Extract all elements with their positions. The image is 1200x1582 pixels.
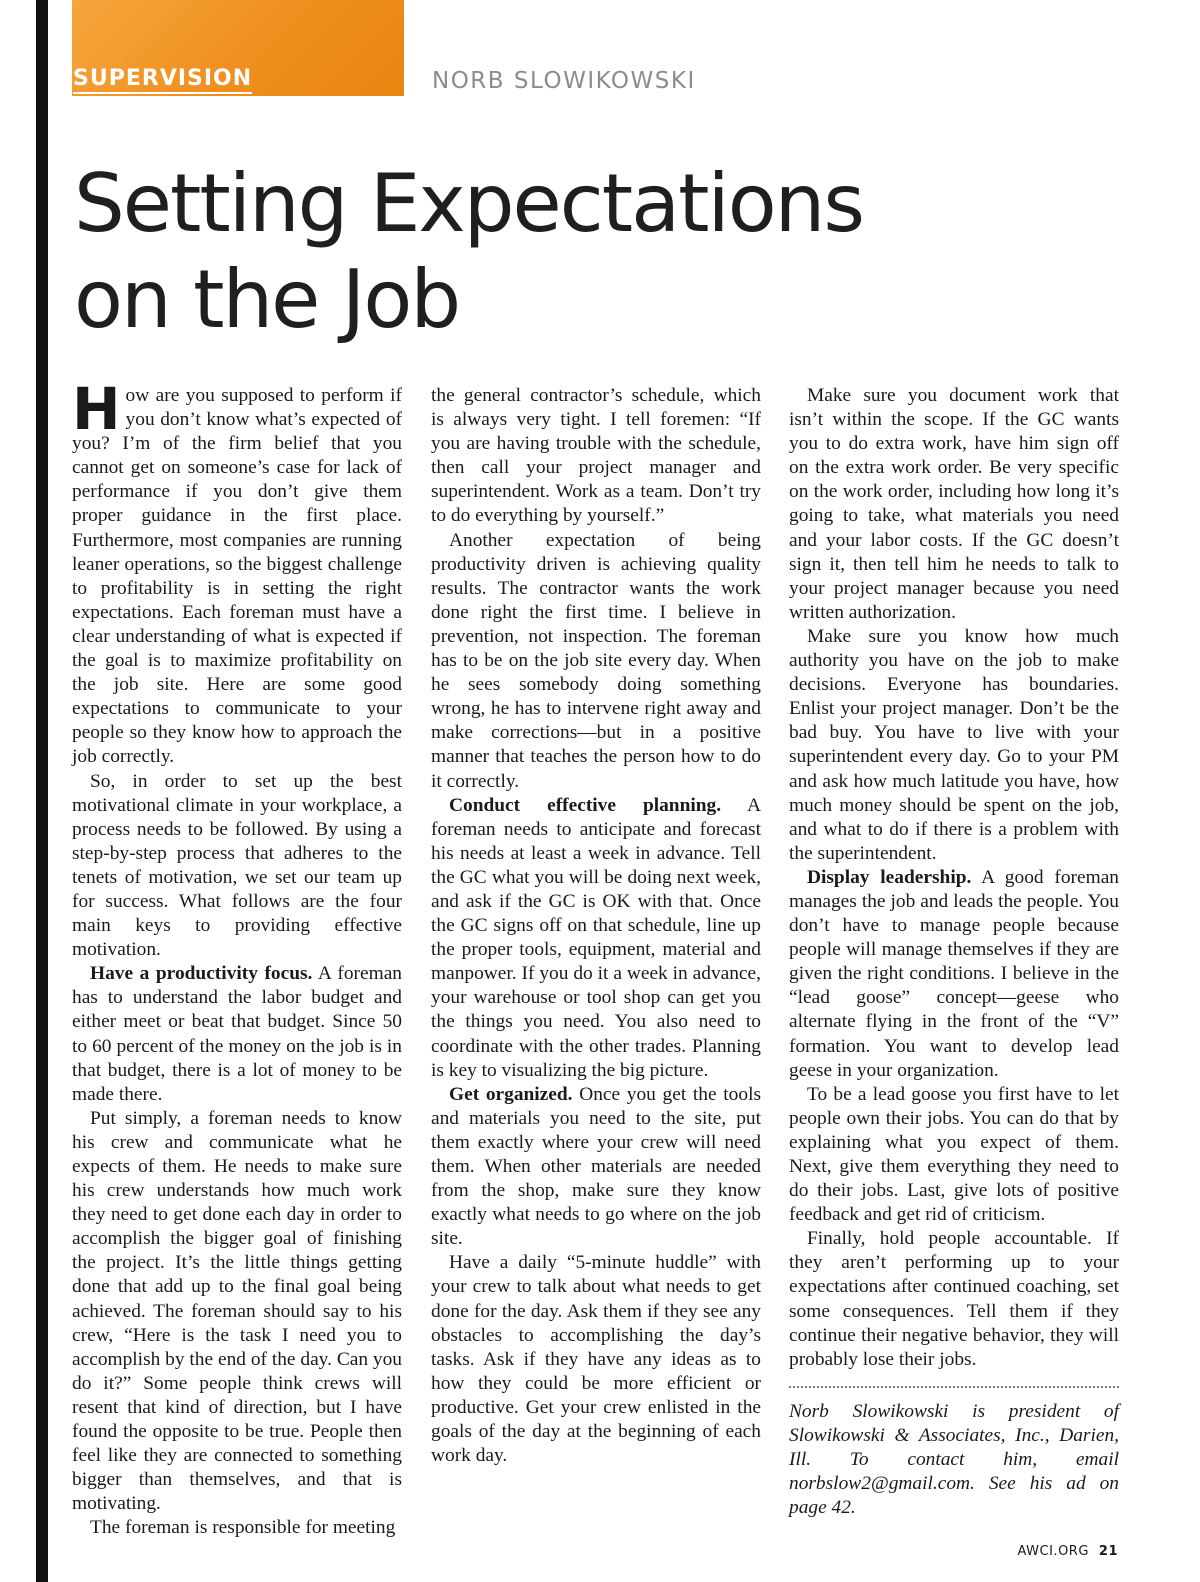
paragraph: The foreman is responsible for meeting: [90, 1517, 396, 1539]
section-label-light: SUPER: [73, 66, 160, 91]
page-number: 21: [1098, 1544, 1118, 1559]
paragraph: Make sure you document work that isn’t within the scope. If the GC wants you to do extra work, have him sign off on the extra work order. Be very specific on the work order, including how long it’s going to take, what materials you need and your labor costs. If the GC doesn’t sign it, then tell him he needs to talk to your project manager because you need written authorization.: [789, 385, 1119, 623]
paragraph: [431, 794, 761, 1083]
paragraph: [72, 375, 402, 770]
paragraph: Another expectation of being productivity driven is achieving quality results. The contractor wants the work done right the first time. I believe in prevention, not inspection. The foreman has to be on the job site every day. When he sees somebody doing something wrong, he has to intervene right away and make corrections—but in a positive manner that teaches the person how to do it correctly.: [431, 529, 761, 792]
paragraph: [431, 1083, 761, 1252]
footer-site: AWCI.ORG: [1017, 1544, 1089, 1559]
left-margin-bar: [36, 0, 48, 1582]
title-line-1: Setting Expectations: [74, 157, 864, 250]
bio-divider: [789, 1386, 1119, 1388]
subhead-organized: Get organized.: [449, 1083, 573, 1105]
subhead-productivity: Have a productivity focus.: [90, 963, 313, 985]
title-line-2: on the Job: [74, 253, 460, 346]
article-title: [74, 156, 1134, 348]
drop-cap: H: [72, 375, 121, 443]
section-label-bold: VISION: [159, 66, 253, 91]
paragraph: Finally, hold people accountable. If they aren’t performing up to your expectations after continued coaching, set some consequences. Tell them if they continue their negative behavior, they will probably lose their jobs.: [789, 1228, 1119, 1370]
paragraph-text: A good foreman manages the job and leads the people. You don’t have to manage people because people will manage themselves if they are given the right conditions. I believe in the “lead goose” concept—geese who alternate flying in the front of the “V” formation. You want to develop lead geese in your organization.: [789, 866, 1119, 1081]
author-bio: Norb Slowikowski is president of Slowikowski & Associates, Inc., Darien, Ill. To contact him, email norbslow2@gmail.com. See his ad on page 42.: [789, 1400, 1119, 1519]
paragraph: the general contractor’s schedule, which is always very tight. I tell foremen: “If you are having trouble with the schedule, then call your project manager and superintendent. Work as a team. Don’t try to do everything by yourself.”: [431, 385, 761, 527]
subhead-planning: Conduct effective planning.: [449, 794, 722, 816]
paragraph: To be a lead goose you first have to let people own their jobs. You can do that by explaining what you expect of them. Next, give them everything they need to do their jobs. Last, give lots of positive feedback and get rid of criticism.: [789, 1083, 1119, 1226]
paragraph-text: Once you get the tools and materials you need to the site, put them exactly where your crew will need them. When other materials are needed from the shop, make sure they know exactly what needs to go where on the job site.: [431, 1083, 761, 1250]
paragraph: Make sure you know how much authority you have on the job to make decisions. Everyone has boundaries. Enlist your project manager. Don’t be the bad buy. You have to live with your superintendent every day. Go to your PM and ask how much latitude you have, how much money should be spent on the job, and what to do if there is a problem with the superintendent.: [789, 625, 1119, 864]
paragraph: So, in order to set up the best motivational climate in your workplace, a process needs to be followed. By using a step-by-step process that adheres to the tenets of motivation, we set our team up for success. What follows are the four main keys to providing effective motivation.: [72, 770, 402, 961]
article-column-1: [72, 375, 402, 1541]
paragraph-text: A foreman needs to anticipate and forecast his needs at least a week in advance. Tell the GC what you will be doing next week, and ask if the GC is OK with that. Once the GC signs off on that schedule, line up the proper tools, equipment, material and manpower. If you do it a week in advance, your warehouse or tool shop can get you the things you need. You also need to coordinate with the other trades. Planning is key to visualizing the big picture.: [431, 794, 761, 1081]
author-header: NORB SLOWIKOWSKI: [432, 68, 696, 94]
page-footer: [1017, 1544, 1118, 1559]
paragraph: Put simply, a foreman needs to know his crew and communicate what he expects of them. He needs to make sure his crew understands how much work they need to get done each day in order to accomplish the bigger goal of finishing the project. It’s the little things getting done that add up to the final goal being achieved. The foreman should say to his crew, “Here is the task I need you to accomplish by the end of the day. Can you do it?” Some people think crews will resent that kind of direction, but I have found the opposite to be true. People then feel like they are connected to something bigger than themselves, and that is motivating.: [72, 1107, 402, 1515]
subhead-leadership: Display leadership.: [807, 866, 972, 888]
paragraph-text: ow are you supposed to perform if you don’t know what’s expected of you? I’m of the firm belief that you cannot get on someone’s case for lack of performance if you don’t give them proper guidance in the first place. Furthermore, most companies are running leaner operations, so the biggest challenge to profitability is in setting the right expectations. Each foreman must have a clear understanding of what is expected if the goal is to maximize profitability on the job site. Here are some good expectations to communicate to your people so they know how to approach the job correctly.: [72, 385, 402, 768]
article-column-3: [789, 384, 1119, 1520]
paragraph: Have a daily “5-minute huddle” with your crew to talk about what needs to get done for the day. Ask them if they see any obstacles to accomplishing the day’s tasks. Ask if they have any ideas as to how they could be more efficient or productive. Get your crew enlisted in the goals of the day at the beginning of each work day.: [431, 1252, 761, 1467]
paragraph: [72, 962, 402, 1107]
paragraph-text: A foreman has to understand the labor budget and either meet or beat that budget. Since 50 to 60 percent of the money on the job is in that budget, there is a lot of money to be made there.: [72, 963, 402, 1105]
section-label: [73, 66, 252, 94]
paragraph: [789, 866, 1119, 1083]
article-column-2: [431, 384, 761, 1468]
